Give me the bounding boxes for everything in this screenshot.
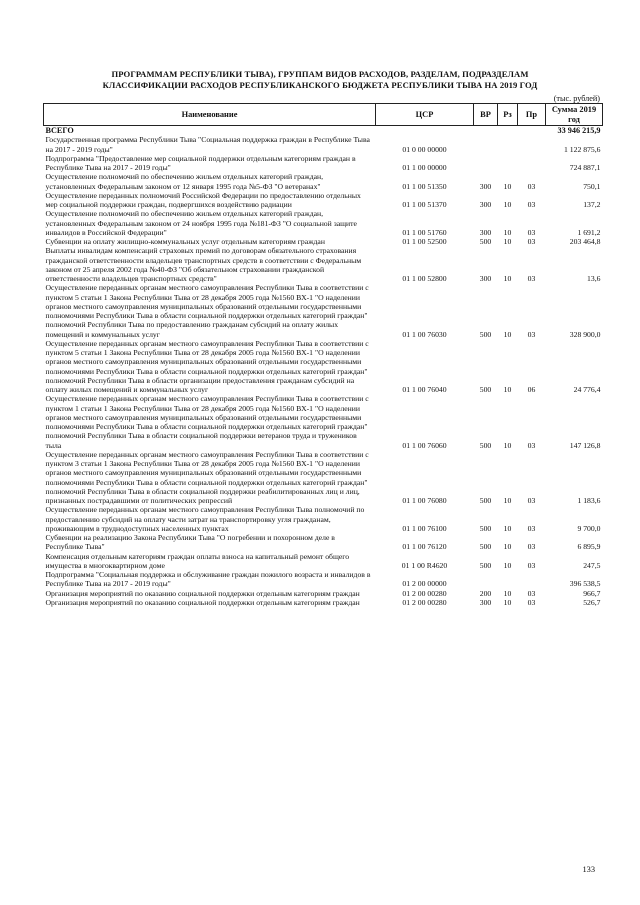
cell-vr: 500 bbox=[479, 560, 492, 570]
cell-rz: 10 bbox=[503, 496, 512, 505]
cell-rz: 10 bbox=[503, 385, 512, 394]
cell-csr: 01 1 00 51350 bbox=[402, 181, 447, 191]
table-row bbox=[44, 339, 603, 395]
cell-vr: 300 bbox=[479, 227, 492, 237]
cell-name: Осуществление переданных полномочий Российской Федерации по предоставлению отдельных мер социальной поддержки граждан, подвергшихся воздействию радиации bbox=[45, 190, 361, 209]
cell-name: Осуществление полномочий по обеспечению жильем отдельных категорий граждан, установленных Федеральным законом от 24 ноября 1995 года №181-ФЗ "О социальной защите инвалидов в Российской Федерации" bbox=[45, 209, 357, 237]
cell-name: Осуществление переданных органам местного самоуправления Республики Тыва в соответствии с пунктом 5 статьи 1 Закона Республики Тыва от 28 декабря 2005 года №1560 ВХ-1 "О наделении органов местного самоуправления муниципальных образований отдельными государственными полномочиями Республики Тыва в области социальной поддержки отдельных категорий граждан" полномочий Республики Тыва по предоставлению гражданам субсидий на оплату жилых помещений и коммунальных услуг bbox=[45, 283, 369, 339]
table-row bbox=[44, 209, 603, 237]
table-row bbox=[44, 598, 603, 607]
table-row bbox=[44, 283, 603, 339]
cell-pr: 03 bbox=[527, 523, 536, 533]
cell-vr: 300 bbox=[479, 200, 492, 209]
cell-name: Субвенции на оплату жилищно-коммунальных услуг отдельным категориям граждан bbox=[45, 237, 325, 246]
cell-sum: 1 183,6 bbox=[577, 496, 601, 505]
cell-name: Государственная программа Республики Тыва "Социальная поддержка граждан в Республике Тыва на 2017 - 2019 годы" bbox=[45, 135, 370, 154]
total-sum: 33 946 215,9 bbox=[557, 126, 601, 135]
table-row bbox=[44, 135, 603, 154]
cell-csr: 01 1 00 51760 bbox=[402, 227, 447, 237]
table-row bbox=[44, 533, 603, 552]
cell-name: Субвенции на реализацию Закона Республики Тыва "О погребении и похоронном деле в Республике Тыва" bbox=[45, 533, 335, 552]
header-rz: Рз bbox=[498, 104, 518, 126]
cell-rz: 10 bbox=[503, 181, 512, 191]
table-row bbox=[44, 394, 603, 450]
cell-csr: 01 1 00 76100 bbox=[402, 523, 447, 533]
cell-sum: 526,7 bbox=[583, 597, 601, 607]
cell-pr: 03 bbox=[527, 440, 536, 450]
cell-vr: 500 bbox=[479, 237, 492, 246]
cell-pr: 03 bbox=[527, 274, 536, 283]
cell-csr: 01 1 00 52500 bbox=[402, 237, 447, 246]
cell-pr: 03 bbox=[527, 227, 536, 237]
table-row bbox=[44, 154, 603, 173]
cell-rz: 10 bbox=[503, 274, 512, 283]
cell-name: Осуществление переданных органам местного самоуправления Республики Тыва в соответствии с пунктом 1 статьи 1 Закона Республики Тыва от 28 декабря 2005 года №1560 ВХ-1 "О наделении органов местного самоуправления муниципальных образований отдельными государственными полномочиями Республики Тыва в области социальной поддержки отдельных категорий граждан" полномочий Республики Тыва в области социальной поддержки ветеранов труда и тружеников тыла bbox=[45, 394, 369, 450]
cell-csr: 01 2 00 00280 bbox=[402, 597, 447, 607]
cell-sum: 147 126,8 bbox=[569, 440, 601, 450]
cell-csr: 01 1 00 51370 bbox=[402, 200, 447, 209]
cell-name: Компенсация отдельным категориям граждан оплаты взноса на капитальный ремонт общего имущества в многоквартирном доме bbox=[45, 551, 350, 570]
table-row bbox=[44, 589, 603, 598]
cell-csr: 01 1 00 00000 bbox=[402, 163, 447, 172]
cell-csr: 01 2 00 00280 bbox=[402, 588, 447, 598]
cell-sum: 9 700,0 bbox=[577, 523, 601, 533]
header-pr: Пр bbox=[518, 104, 546, 126]
header-csr: ЦСР bbox=[376, 104, 474, 126]
cell-sum: 328 900,0 bbox=[569, 329, 601, 339]
cell-pr: 03 bbox=[527, 496, 536, 505]
table-row bbox=[44, 237, 603, 246]
cell-vr: 200 bbox=[479, 588, 492, 598]
table-row bbox=[44, 570, 603, 589]
cell-pr: 03 bbox=[527, 181, 536, 191]
cell-vr: 500 bbox=[479, 329, 492, 339]
units-label: (тыс. рублей) bbox=[553, 94, 600, 103]
cell-csr: 01 0 00 00000 bbox=[402, 144, 447, 154]
cell-vr bbox=[474, 154, 498, 173]
cell-rz bbox=[498, 570, 518, 589]
cell-pr: 03 bbox=[527, 329, 536, 339]
cell-csr: 01 1 00 76120 bbox=[402, 542, 447, 552]
cell-sum: 24 776,4 bbox=[573, 385, 601, 394]
cell-name: Организация мероприятий по оказанию социальной поддержки отдельным категориям граждан bbox=[45, 597, 360, 607]
cell-vr: 300 bbox=[479, 274, 492, 283]
cell-rz: 10 bbox=[503, 200, 512, 209]
cell-pr bbox=[518, 570, 546, 589]
total-row bbox=[44, 126, 603, 136]
budget-table bbox=[43, 103, 603, 607]
cell-vr: 500 bbox=[479, 542, 492, 552]
total-label: ВСЕГО bbox=[45, 126, 74, 135]
cell-name: Осуществление переданных органам местного самоуправления Республики Тыва в соответствии с пунктом 3 статьи 1 Закона Республики Тыва от 28 декабря 2005 года №1560 ВХ-1 "О наделении органов местного самоуправления муниципальных образований отдельными государственными полномочиями Республики Тыва в области социальной поддержки отдельных категорий граждан" полномочий Республики Тыва в области социальной поддержки реабилитированных лиц и лиц, признанных пострадавшими от политических репрессий bbox=[45, 449, 369, 505]
cell-vr bbox=[474, 135, 498, 154]
cell-rz: 10 bbox=[503, 560, 512, 570]
cell-rz: 10 bbox=[503, 237, 512, 246]
cell-pr: 06 bbox=[527, 385, 536, 394]
cell-rz: 10 bbox=[503, 329, 512, 339]
cell-name: Подпрограмма "Предоставление мер социальной поддержки отдельным категориям граждан в Республике Тыва на 2017 - 2019 годы" bbox=[45, 153, 356, 172]
cell-rz: 10 bbox=[503, 523, 512, 533]
cell-pr: 03 bbox=[527, 597, 536, 607]
document-title bbox=[40, 69, 600, 91]
cell-csr: 01 1 00 76080 bbox=[402, 496, 447, 505]
cell-rz: 10 bbox=[503, 597, 512, 607]
table-row bbox=[44, 505, 603, 533]
cell-csr: 01 1 00 R4620 bbox=[401, 560, 448, 570]
table-row bbox=[44, 191, 603, 210]
cell-rz bbox=[498, 135, 518, 154]
table-row bbox=[44, 450, 603, 506]
cell-rz: 10 bbox=[503, 227, 512, 237]
cell-vr: 500 bbox=[479, 385, 492, 394]
cell-name: Подпрограмма "Социальная поддержка и обслуживание граждан пожилого возраста и инвалидов в Республике Тыва на 2017 - 2019 годы" bbox=[45, 570, 371, 589]
cell-vr: 300 bbox=[479, 181, 492, 191]
table-row bbox=[44, 172, 603, 191]
cell-pr: 03 bbox=[527, 237, 536, 246]
page-number: 133 bbox=[582, 865, 595, 874]
header-name: Наименование bbox=[44, 104, 376, 126]
cell-name: Организация мероприятий по оказанию социальной поддержки отдельным категориям граждан bbox=[45, 588, 360, 598]
cell-csr: 01 1 00 52800 bbox=[402, 274, 447, 283]
title-line-1: ПРОГРАММАМ РЕСПУБЛИКИ ТЫВА), ГРУППАМ ВИДОВ РАСХОДОВ, РАЗДЕЛАМ, ПОДРАЗДЕЛАМ bbox=[111, 69, 529, 79]
cell-sum: 1 122 875,6 bbox=[563, 144, 601, 154]
cell-vr bbox=[474, 570, 498, 589]
cell-csr: 01 1 00 76060 bbox=[402, 440, 447, 450]
cell-sum: 750,1 bbox=[583, 181, 601, 191]
cell-rz: 10 bbox=[503, 588, 512, 598]
cell-name: Осуществление переданных органам местного самоуправления Республики Тыва в соответствии с пунктом 5 статьи 1 Закона Республики Тыва от 28 декабря 2005 года №1560 ВХ-1 "О наделении органов местного самоуправления муниципальных образований отдельными государственными полномочиями Республики Тыва в области социальной поддержки отдельных категорий граждан" полномочий Республики Тыва в области организации предоставления гражданам субсидий на оплату жилых помещений и коммунальных услуг bbox=[45, 338, 369, 394]
cell-sum: 1 691,2 bbox=[577, 227, 601, 237]
cell-rz: 10 bbox=[503, 440, 512, 450]
header-vr: ВР bbox=[474, 104, 498, 126]
cell-csr: 01 1 00 76030 bbox=[402, 329, 447, 339]
table-row bbox=[44, 246, 603, 283]
cell-csr: 01 2 00 00000 bbox=[402, 579, 447, 589]
cell-pr: 03 bbox=[527, 542, 536, 552]
cell-csr: 01 1 00 76040 bbox=[402, 385, 447, 394]
cell-pr bbox=[518, 154, 546, 173]
cell-pr: 03 bbox=[527, 200, 536, 209]
cell-sum: 724 887,1 bbox=[569, 163, 601, 172]
header-sum: Сумма 2019 год bbox=[546, 104, 603, 126]
cell-pr: 03 bbox=[527, 560, 536, 570]
table-row bbox=[44, 552, 603, 571]
cell-rz bbox=[498, 154, 518, 173]
cell-rz: 10 bbox=[503, 542, 512, 552]
cell-sum: 966,7 bbox=[583, 588, 601, 598]
cell-sum: 6 895,9 bbox=[577, 542, 601, 552]
cell-pr bbox=[518, 135, 546, 154]
cell-sum: 203 464,8 bbox=[569, 237, 601, 246]
cell-vr: 300 bbox=[479, 597, 492, 607]
cell-vr: 500 bbox=[479, 440, 492, 450]
title-line-2: КЛАССИФИКАЦИИ РАСХОДОВ РЕСПУБЛИКАНСКОГО БЮДЖЕТА РЕСПУБЛИКИ ТЫВА НА 2019 ГОД bbox=[102, 80, 538, 90]
cell-vr: 500 bbox=[479, 496, 492, 505]
cell-pr: 03 bbox=[527, 588, 536, 598]
table-header-row bbox=[44, 104, 603, 126]
cell-sum: 396 538,5 bbox=[569, 579, 601, 589]
cell-sum: 13,6 bbox=[587, 274, 601, 283]
cell-sum: 247,5 bbox=[583, 560, 601, 570]
cell-name: Выплаты инвалидам компенсаций страховых премий по договорам обязательного страхования гражданской ответственности владельцев транспортных средств в соответствии с Федеральным законом от 25 апреля 2002 года №40-ФЗ "Об обязательном страховании гражданской ответственности владельцев транспортных средств" bbox=[45, 246, 362, 283]
cell-sum: 137,2 bbox=[583, 200, 601, 209]
cell-name: Осуществление переданных органам местного самоуправления Республики Тыва полномочий по предоставлению субсидий на оплату части затрат на транспортировку угля гражданам, проживающим в труднодоступных населенных пунктах bbox=[45, 505, 365, 533]
cell-vr: 500 bbox=[479, 523, 492, 533]
cell-name: Осуществление полномочий по обеспечению жильем отдельных категорий граждан, установленных Федеральным законом от 12 января 1995 года №5-ФЗ "О ветеранах" bbox=[45, 172, 324, 191]
